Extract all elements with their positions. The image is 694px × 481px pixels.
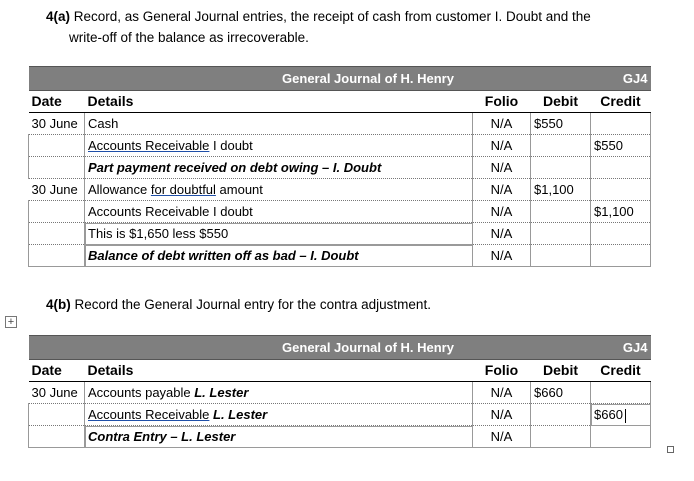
cell-date[interactable]: [29, 426, 85, 448]
cell-date[interactable]: 30 June: [29, 382, 85, 404]
table-row: [29, 135, 651, 157]
table-row: [29, 426, 651, 448]
general-journal-table-2[interactable]: [28, 335, 651, 448]
details-part-1: Allowance: [88, 182, 151, 197]
cell-debit[interactable]: [531, 135, 591, 157]
cell-date[interactable]: 30 June: [29, 113, 85, 135]
cell-credit[interactable]: $1,100: [591, 201, 651, 223]
details-part-2: for doubtful: [150, 182, 216, 197]
cell-credit[interactable]: $550: [591, 135, 651, 157]
header-date: Date: [29, 360, 85, 382]
header-details: Details: [85, 91, 473, 113]
cell-details[interactable]: [85, 404, 473, 426]
cell-details[interactable]: [85, 135, 473, 157]
cell-folio[interactable]: N/A: [473, 135, 531, 157]
details-account: Accounts Receivable: [88, 138, 210, 153]
cell-date[interactable]: [29, 245, 85, 267]
details-customer: I doubt: [209, 138, 253, 153]
header-folio: Folio: [473, 91, 531, 113]
cell-credit[interactable]: [591, 382, 651, 404]
cell-debit[interactable]: $660: [531, 382, 591, 404]
cell-debit[interactable]: [531, 404, 591, 426]
details-part-3: amount: [215, 182, 263, 197]
table-row: [29, 113, 651, 135]
cell-folio[interactable]: N/A: [473, 245, 531, 267]
table-row: [29, 245, 651, 267]
cell-debit[interactable]: [531, 426, 591, 448]
cell-date[interactable]: 30 June: [29, 179, 85, 201]
credit-value: $660: [594, 407, 623, 422]
header-details: Details: [85, 360, 473, 382]
header-date: Date: [29, 91, 85, 113]
cell-credit[interactable]: [591, 179, 651, 201]
cell-folio[interactable]: N/A: [473, 223, 531, 245]
details-customer: L. Lester: [194, 385, 249, 400]
cell-folio[interactable]: N/A: [473, 404, 531, 426]
details-account: Accounts payable: [88, 385, 195, 400]
cell-credit[interactable]: [591, 245, 651, 267]
cell-details[interactable]: Balance of debt written off as bad – I. Doubt: [85, 245, 473, 267]
cell-details[interactable]: Part payment received on debt owing – I. Doubt: [85, 157, 473, 179]
cell-debit[interactable]: [531, 157, 591, 179]
table-row: [29, 382, 651, 404]
cell-details[interactable]: [85, 382, 473, 404]
question-4a: [46, 6, 646, 48]
question-4a-line2: write-off of the balance as irrecoverable.: [69, 30, 309, 45]
header-debit: Debit: [531, 360, 591, 382]
header-folio: Folio: [473, 360, 531, 382]
details-customer: L. Lester: [209, 407, 268, 422]
cell-folio[interactable]: N/A: [473, 201, 531, 223]
journal-header-row: [29, 91, 651, 113]
cell-debit[interactable]: $1,100: [531, 179, 591, 201]
cell-details[interactable]: Accounts Receivable I doubt: [85, 201, 473, 223]
question-4a-label: 4(a): [46, 9, 71, 24]
cell-details[interactable]: Cash: [85, 113, 473, 135]
cell-folio[interactable]: N/A: [473, 113, 531, 135]
question-4b: [46, 294, 431, 315]
question-4a-text: Record, as General Journal entries, the receipt of cash from customer I. Doubt and the: [70, 9, 591, 24]
cell-debit[interactable]: $550: [531, 113, 591, 135]
journal-title-row: [29, 336, 651, 360]
table-row: [29, 179, 651, 201]
cell-date[interactable]: [29, 404, 85, 426]
header-debit: Debit: [531, 91, 591, 113]
header-credit: Credit: [591, 91, 651, 113]
cell-details[interactable]: [85, 179, 473, 201]
cell-details[interactable]: Contra Entry – L. Lester: [85, 426, 473, 448]
cell-date[interactable]: [29, 223, 85, 245]
cell-credit[interactable]: [591, 426, 651, 448]
details-account: Accounts Receivable: [88, 407, 210, 422]
cell-credit[interactable]: [591, 404, 651, 426]
question-4b-label: 4(b): [46, 297, 71, 312]
cell-folio[interactable]: N/A: [473, 382, 531, 404]
journal-ref: GJ4: [591, 67, 651, 91]
question-4b-text: Record the General Journal entry for the contra adjustment.: [70, 297, 431, 312]
cell-debit[interactable]: [531, 245, 591, 267]
cell-date[interactable]: [29, 201, 85, 223]
journal-title-row: [29, 67, 651, 91]
cell-credit[interactable]: [591, 223, 651, 245]
cell-folio[interactable]: N/A: [473, 179, 531, 201]
cell-credit[interactable]: [591, 113, 651, 135]
journal-title: General Journal of H. Henry: [29, 67, 591, 91]
cell-date[interactable]: [29, 135, 85, 157]
plus-icon[interactable]: +: [5, 316, 17, 328]
table-row: [29, 223, 651, 245]
journal-ref: GJ4: [591, 336, 651, 360]
journal-title: General Journal of H. Henry: [29, 336, 591, 360]
cell-debit[interactable]: [531, 201, 591, 223]
resize-handle-icon[interactable]: [667, 446, 674, 453]
question-4a-line1: [46, 6, 646, 27]
table-row: [29, 201, 651, 223]
cell-credit[interactable]: [591, 157, 651, 179]
cell-details[interactable]: This is $1,650 less $550: [85, 223, 473, 245]
table-row: [29, 157, 651, 179]
text-cursor-icon: [625, 409, 626, 423]
cell-date[interactable]: [29, 157, 85, 179]
general-journal-table-1[interactable]: [28, 66, 651, 267]
header-credit: Credit: [591, 360, 651, 382]
table-row: [29, 404, 651, 426]
cell-folio[interactable]: N/A: [473, 157, 531, 179]
cell-debit[interactable]: [531, 223, 591, 245]
cell-folio[interactable]: N/A: [473, 426, 531, 448]
journal-header-row: [29, 360, 651, 382]
